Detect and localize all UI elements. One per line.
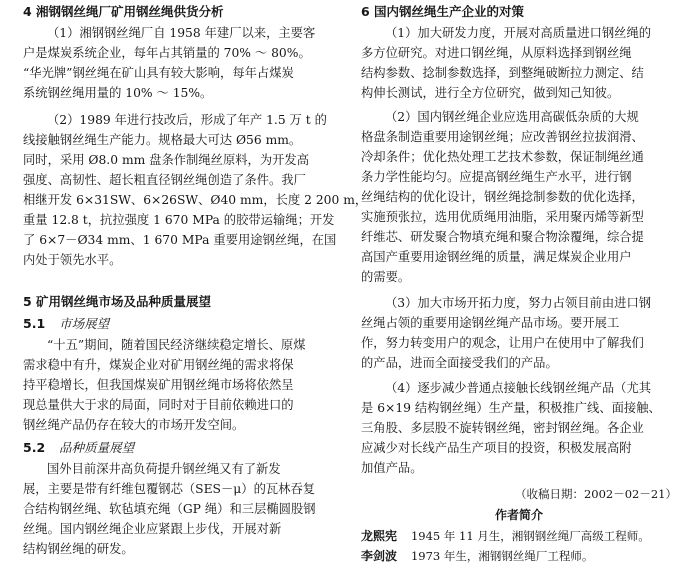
paragraph-line: 展，主要是带有纤维包覆钢芯（SES－μ）的瓦林吞复: [23, 482, 316, 496]
section-4-heading: 4 湘钢钢丝绳厂矿用钢丝绳供货分析: [23, 4, 224, 19]
paragraph-line: 合结构钢丝绳、软毡填充绳（GP 绳）和三层椭圆股钢: [23, 502, 316, 516]
subsection-5-1-heading: [23, 314, 109, 334]
paragraph-line: 加值产品。: [361, 461, 423, 475]
paragraph-line: 应减少对长线产品生产项目的投资，积极发展高附: [361, 441, 632, 455]
paragraph-line: 实施预张拉，选用优质绳用油脂，采用聚丙烯等新型: [361, 210, 644, 224]
paragraph-line: （1）加大研发力度，开展对高质量进口钢丝绳的: [385, 26, 652, 40]
paragraph-line: 条力学性能均匀。应提高钢丝绳生产水平，进行钢: [361, 170, 632, 184]
paragraph-line: “十五”期间，随着国民经济继续稳定增长、原煤: [47, 338, 306, 352]
paragraph-line: 作，努力转变用户的观念，让用户在使用中了解我们: [361, 336, 644, 350]
paragraph-line: 丝绳。国内钢丝绳企业应紧跟上步伐，开展对新: [23, 522, 282, 536]
author-entry: [361, 526, 650, 546]
paragraph-line: 系统钢丝绳用量的 10% ～ 15%。: [23, 86, 213, 100]
paragraph-line: 高国产重要用途钢丝绳的质量，满足煤炭企业用户: [361, 250, 632, 264]
paragraph-line: 内处于领先水平。: [23, 253, 122, 267]
received-date: （收稿日期：2002－02－21）: [514, 487, 677, 501]
author-name: 李剑波: [361, 549, 398, 563]
paragraph-line: 强度、高韧性、超长粗直径钢丝绳创造了条件。我厂: [23, 173, 306, 187]
author-entry: [361, 546, 593, 566]
paragraph-line: 的需要。: [361, 270, 411, 284]
author-name: 龙熙宪: [361, 529, 398, 543]
author-bio: 1945 年 11 月生，湘钢钢丝绳厂高级工程师。: [410, 529, 650, 543]
paragraph-line: 丝绳占领的重要用途钢丝绳产品市场。要开展工: [361, 316, 620, 330]
paragraph-line: （1）湘钢钢丝绳厂自 1958 年建厂以来，主要客: [47, 26, 316, 40]
subsection-title: 市场展望: [59, 316, 110, 331]
section-6-heading: 6 国内钢丝绳生产企业的对策: [361, 4, 525, 19]
subsection-title: 品种质量展望: [59, 440, 135, 455]
paragraph-line: 纤维芯、研发聚合物填充绳和聚合物涂覆绳，综合提: [361, 230, 644, 244]
paragraph-line: 构伸长测试，进行全方位研究，做到知己知彼。: [361, 86, 620, 100]
paragraph-line: 结构钢丝绳的研发。: [23, 542, 134, 556]
paragraph-line: 钢丝绳产品仍存在较大的市场开发空间。: [23, 418, 245, 432]
paragraph-line: 是 6×19 结构钢丝绳）生产量，积极推广线、面接触、: [361, 401, 661, 415]
paragraph-line: 重量 12.8 t，抗拉强度 1 670 MPa 的胶带运输绳；开发: [23, 213, 335, 227]
section-5-heading: 5 矿用钢丝绳市场及品种质量展望: [23, 294, 212, 309]
paragraph-line: 格盘条制造重要用途钢丝绳；应改善钢丝拉拔润滑、: [361, 130, 644, 144]
paragraph-line: 三角股、多层股不旋转钢丝绳，密封钢丝绳。各企业: [361, 421, 644, 435]
paragraph-line: 丝绳结构的优化设计，钢丝绳捻制参数的优化选择，: [361, 190, 644, 204]
paragraph-line: （4）逐步减少普通点接触长线钢丝绳产品（尤其: [385, 381, 652, 395]
paragraph-line: 需求稳中有升，煤炭企业对矿用钢丝绳的需求将保: [23, 358, 294, 372]
paragraph-line: 了 6×7－Ø34 mm、1 670 MPa 重要用途钢丝绳，在国: [23, 233, 337, 247]
paragraph-line: 相继开发 6×31SW、6×26SW、Ø40 mm，长度 2 200 m，: [23, 193, 368, 207]
paragraph-line: 多方位研究。对进口钢丝绳，从原料选择到钢丝绳: [361, 46, 632, 60]
paragraph-line: 的产品，进而全面接受我们的产品。: [361, 356, 558, 370]
subsection-number: 5.1: [23, 316, 46, 331]
paragraph-line: （2）国内钢丝绳企业应选用高碳低杂质的大规: [385, 110, 639, 124]
subsection-number: 5.2: [23, 440, 46, 455]
author-bio: 1973 年生，湘钢钢丝绳厂工程师。: [410, 549, 594, 563]
paragraph-line: 户是煤炭系统企业，每年占其销量的 70% ～ 80%。: [23, 46, 311, 60]
paragraph-line: 同时，采用 Ø8.0 mm 盘条作制绳丝原料，为开发高: [23, 153, 310, 167]
authors-heading: 作者简介: [494, 508, 543, 522]
paragraph-line: 持平稳增长，但我国煤炭矿用钢丝绳市场将依然呈: [23, 378, 294, 392]
paragraph-line: 结构参数、捻制参数选择，到整绳破断拉力测定、结: [361, 66, 644, 80]
paragraph-line: 线接触钢丝绳生产能力。规格最大可达 Ø56 mm。: [23, 133, 302, 147]
paragraph-line: 现总量供大于求的局面，同时对于目前依赖进口的: [23, 398, 294, 412]
subsection-5-2-heading: [23, 438, 134, 458]
paragraph-line: 国外目前深井高负荷提升钢丝绳又有了新发: [47, 462, 281, 476]
paragraph-line: （2）1989 年进行技改后，形成了年产 1.5 万 t 的: [47, 113, 327, 127]
paragraph-line: （3）加大市场开拓力度，努力占领目前由进口钢: [385, 296, 652, 310]
paragraph-line: 冷却条件；优化热处理工艺技术参数，保证制绳丝通: [361, 150, 644, 164]
paragraph-line: “华光牌”钢丝绳在矿山具有较大影响，每年占煤炭: [23, 66, 294, 80]
